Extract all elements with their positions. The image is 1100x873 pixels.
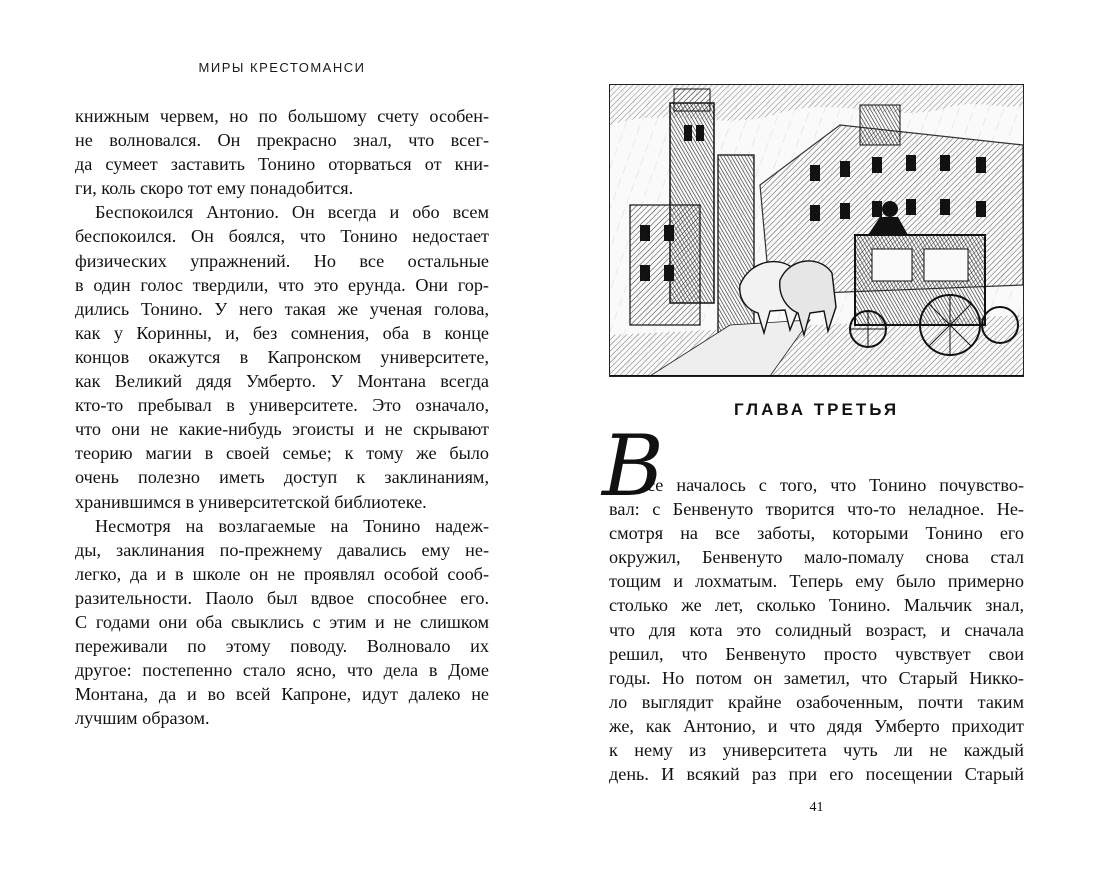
text-line: С годами они оба свыклись с этим и не слишком bbox=[75, 611, 489, 632]
page-number: 41 bbox=[809, 800, 824, 815]
text-line: не волновался. Он прекрасно знал, что всег- bbox=[75, 130, 489, 151]
left-text-block bbox=[75, 104, 489, 730]
text-line: разительности. Паоло был вдвое способнее его. bbox=[75, 587, 489, 608]
text-line: Беспокоился Антонио. Он всегда и обо всем bbox=[95, 202, 489, 223]
drop-cap: В bbox=[602, 417, 664, 515]
text-line: концов окажутся в Капронском университете, bbox=[75, 346, 489, 367]
text-line: же, как Антонио, и что дядя Умберто приходит bbox=[609, 715, 1024, 736]
text-line: Монтана, да и во всей Капроне, идут далеко не bbox=[75, 684, 489, 705]
text-line: как у Коринны, и, без сомнения, оба в конце bbox=[75, 322, 489, 343]
text-line: в один голос твердили, что это ерунда. Они гор- bbox=[75, 274, 489, 295]
text-line: день. И всякий раз при его посещении Старый bbox=[609, 764, 1024, 785]
text-line: теорию магии в своей семье; к тому же было bbox=[75, 443, 489, 464]
text-line: лучшим образом. bbox=[75, 708, 210, 729]
text-line: другое: постепенно стало ясно, что дела в Доме bbox=[75, 660, 489, 681]
text-line: ло выглядит крайне озабоченным, почти таким bbox=[609, 691, 1024, 712]
text-line: ды, заклинания по-прежнему давались ему не- bbox=[75, 539, 489, 560]
text-line: окружил, Бенвенуто мало-помалу снова стал bbox=[609, 547, 1024, 568]
text-line: физических упражнений. Но все остальные bbox=[75, 250, 489, 271]
text-line: решил, что Бенвенуто просто чувствует свои bbox=[609, 643, 1024, 664]
text-line: ги, коль скоро тот ему понадобится. bbox=[75, 178, 354, 199]
text-line: хранившимся в университетской библиотеке. bbox=[75, 491, 427, 512]
text-line: смотря на все заботы, которыми Тонино его bbox=[609, 523, 1024, 544]
running-head: МИРЫ КРЕСТОМАНСИ bbox=[198, 60, 366, 75]
text-line: столько же лет, сколько Тонино. Мальчик знал, bbox=[609, 595, 1024, 616]
text-line: годы. Но потом он заметил, что Старый Никко- bbox=[609, 667, 1024, 688]
text-line: кто-то пребывал в университете. Это означало, bbox=[75, 395, 489, 416]
text-line: что они не какие-нибудь эгоисты и не скрывают bbox=[75, 419, 489, 440]
text-line: что для кота это солидный возраст, и сначала bbox=[609, 619, 1024, 640]
text-line: тощим и лохматым. Теперь ему было примерно bbox=[609, 571, 1024, 592]
text-line: се началось с того, что Тонино почувство- bbox=[647, 475, 1024, 495]
text-line: переживали по этому поводу. Волновало их bbox=[75, 636, 489, 657]
right-text-block bbox=[609, 473, 1024, 786]
text-line: к нему из университета чуть ли не каждый bbox=[609, 740, 1024, 761]
text-line: да сумеет заставить Тонино оторваться от кни- bbox=[75, 154, 489, 175]
text-line: дились Тонино. У него такая же ученая голова, bbox=[75, 298, 489, 319]
text-line: вал: с Бенвенуто творится что-то неладное. Не- bbox=[609, 499, 1024, 520]
right-page bbox=[550, 0, 1100, 873]
text-line: беспокоился. Он боялся, что Тонино недостает bbox=[75, 226, 489, 247]
text-line: как Великий дядя Умберто. У Монтана всегда bbox=[75, 371, 489, 392]
text-line: Несмотря на возлагаемые на Тонино надеж- bbox=[95, 515, 489, 536]
text-line: легко, да и в школе он не проявлял особой сооб- bbox=[75, 563, 489, 584]
chapter-title: ГЛАВА ТРЕТЬЯ bbox=[733, 400, 900, 419]
text-line: книжным червем, но по большому счету особен- bbox=[75, 106, 489, 126]
text-line: очень полезно иметь доступ к заклинаниям, bbox=[75, 467, 489, 488]
